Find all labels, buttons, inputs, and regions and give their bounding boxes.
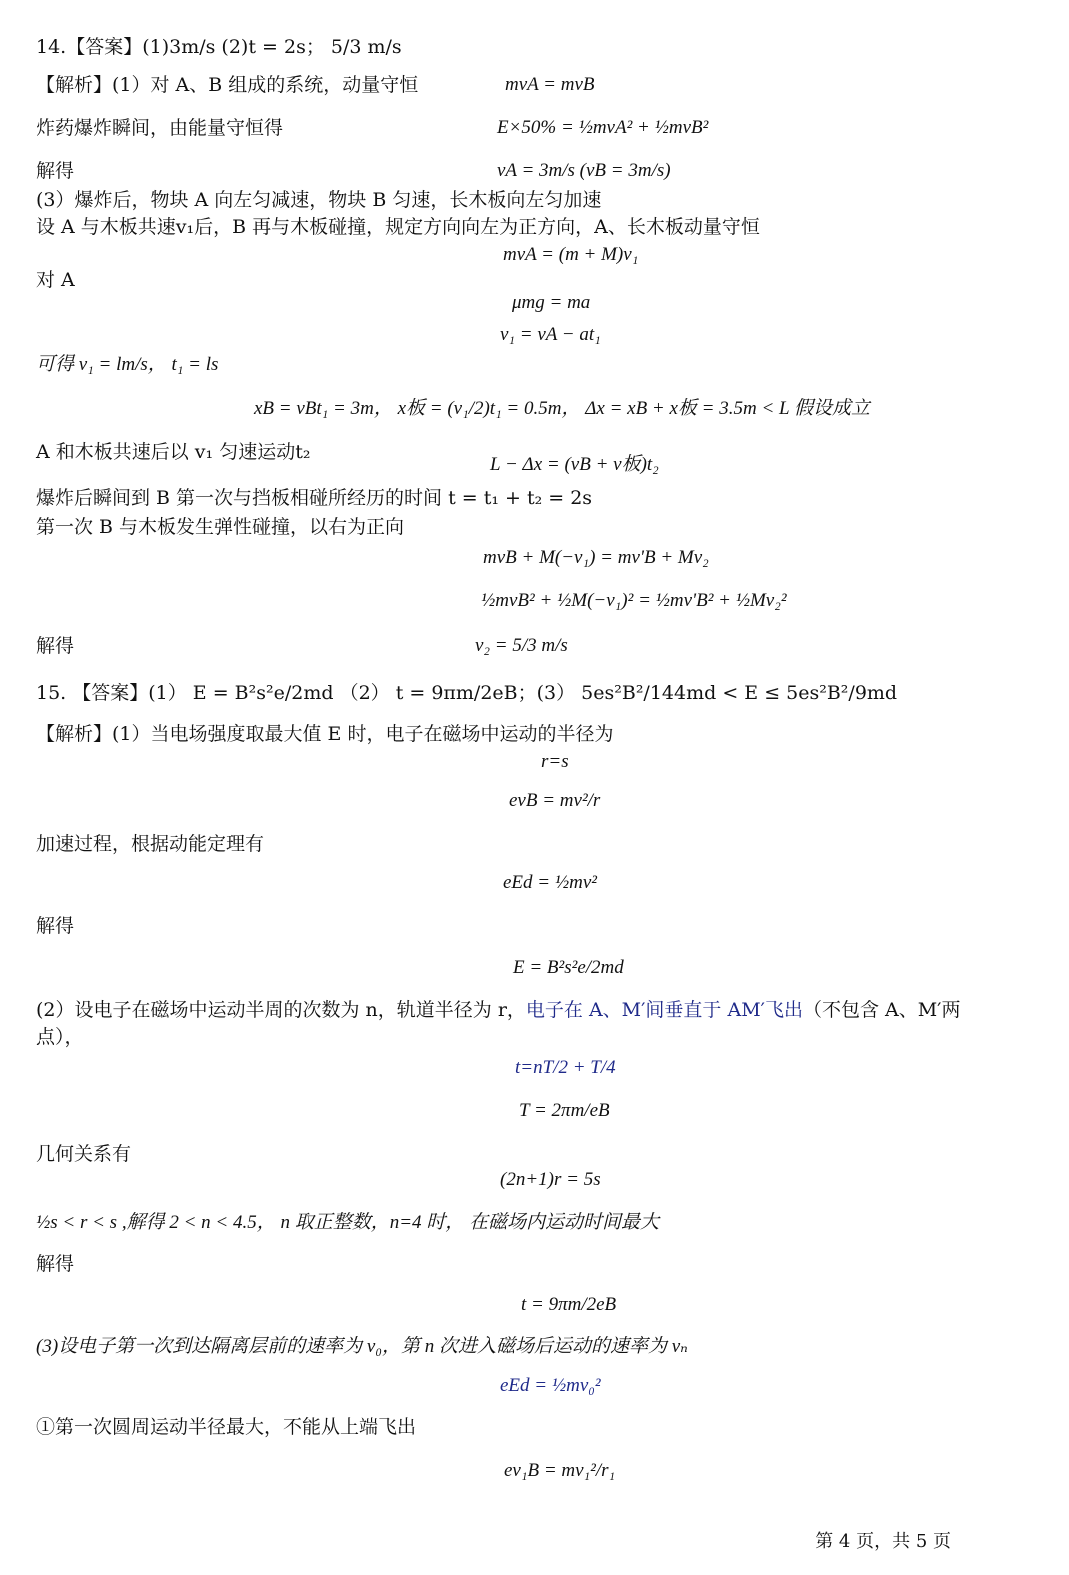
q15-line-4: 解得 — [36, 915, 75, 937]
q14-line-9: A 和木板共速后以 v₁ 匀速运动t₂ — [36, 441, 311, 463]
page-number: 第 4 页，共 5 页 — [815, 1531, 951, 1552]
q15-answer: 15. 【答案】(1） E = B²s²e/2md （2） t = 9πm/2eB；(3） 5es²B²/144md < E ≤ 5es²B²/9md — [36, 682, 898, 704]
q14-line-1: 【解析】(1）对 A、B 组成的系统，动量守恒 — [36, 74, 419, 96]
q15-eq-lorentz: evB = mv²/r — [509, 790, 601, 811]
q15-line-8: ½s < r < s ,解得 2 < n < 4.5， n 取正整数，n=4 时， 在磁场内运动时间最大 — [36, 1212, 660, 1233]
q14-eq-v1: v₁ = vA − at₁ — [500, 324, 601, 345]
q14-line-12: 解得 — [36, 635, 75, 657]
q14-line-6: 对 A — [36, 269, 75, 291]
q14-line-2: 炸药爆炸瞬间，由能量守恒得 — [36, 117, 284, 139]
q15-line-5-c: （不包含 A、M′两 — [802, 999, 961, 1021]
q14-eq-displacement: xB = vBt₁ = 3m， x板 = (v₁/2)t₁ = 0.5m， Δx = xB + x板 = 3.5m < L 假设成立 — [254, 398, 871, 419]
q14-line-3: 解得 — [36, 160, 75, 182]
q15-line-9: 解得 — [36, 1253, 75, 1275]
q15-line-10: (3)设电子第一次到达隔离层前的速率为 v₀，第 n 次进入磁场后运动的速率为 vₙ — [36, 1336, 688, 1357]
q14-answer: 14.【答案】(1)3m/s (2)t = 2s； 5/3 m/s — [36, 36, 402, 58]
q14-line-7: 可得 v₁ = lm/s， t₁ = ls — [36, 354, 219, 375]
q14-line-5: 设 A 与木板共速v₁后，B 再与木板碰撞，规定方向向左为正方向，A、长木板动量守恒 — [36, 216, 760, 238]
q14-eq-momentum: mvA = mvB — [505, 74, 595, 95]
q14-eq-collision-energy: ½mvB² + ½M(−v₁)² = ½mv'B² + ½Mv₂² — [481, 590, 787, 611]
q15-line-5-a: (2）设电子在磁场中运动半周的次数为 n，轨道半径为 r， — [36, 999, 526, 1021]
q15-line-5-cont: 点）， — [36, 1026, 84, 1048]
q15-line-5 — [36, 997, 961, 1023]
q14-line-10: 爆炸后瞬间到 B 第一次与挡板相碰所经历的时间 t = t₁ + t₂ = 2s — [36, 487, 593, 509]
q14-line-4: (3）爆炸后，物块 A 向左匀减速，物块 B 匀速，长木板向左匀加速 — [36, 189, 602, 211]
q15-eq-v0: eEd = ½mv₀² — [500, 1375, 601, 1396]
q14-line-11: 第一次 B 与木板发生弹性碰撞，以右为正向 — [36, 516, 405, 538]
q15-eq-r1: ev₁B = mv₁²/r₁ — [504, 1460, 616, 1481]
q15-eq-kinetic: eEd = ½mv² — [503, 872, 597, 893]
q15-eq-tmax: t = 9πm/2eB — [521, 1294, 617, 1315]
q15-eq-time: t=nT/2 + T/4 — [515, 1057, 616, 1078]
q15-line-7: 几何关系有 — [36, 1143, 132, 1165]
q15-line-1: 【解析】(1）当电场强度取最大值 E 时，电子在磁场中运动的半径为 — [36, 723, 614, 745]
q14-eq-collision-momentum: mvB + M(−v₁) = mv'B + Mv₂ — [483, 547, 709, 568]
q14-eq-energy: E×50% = ½mvA² + ½mvB² — [497, 117, 709, 138]
q15-line-11: ①第一次圆周运动半径最大，不能从上端飞出 — [36, 1416, 417, 1438]
q15-eq-period: T = 2πm/eB — [519, 1100, 610, 1121]
q15-eq-radius: r=s — [541, 751, 569, 772]
q15-line-3: 加速过程，根据动能定理有 — [36, 833, 265, 855]
q14-eq-v2: v₂ = 5/3 m/s — [475, 635, 568, 656]
q14-eq-friction: μmg = ma — [512, 292, 591, 313]
q14-eq-va: vA = 3m/s (vB = 3m/s) — [497, 160, 671, 181]
q15-line-5-highlight: 电子在 A、M′间垂直于 AM′飞出 — [525, 999, 803, 1021]
q14-eq-common-speed: mvA = (m + M)v₁ — [503, 244, 639, 265]
q14-eq-t2: L − Δx = (vB + v板)t₂ — [490, 454, 659, 475]
q15-eq-geometry: (2n+1)r = 5s — [500, 1169, 601, 1190]
q15-eq-E: E = B²s²e/2md — [513, 957, 624, 978]
